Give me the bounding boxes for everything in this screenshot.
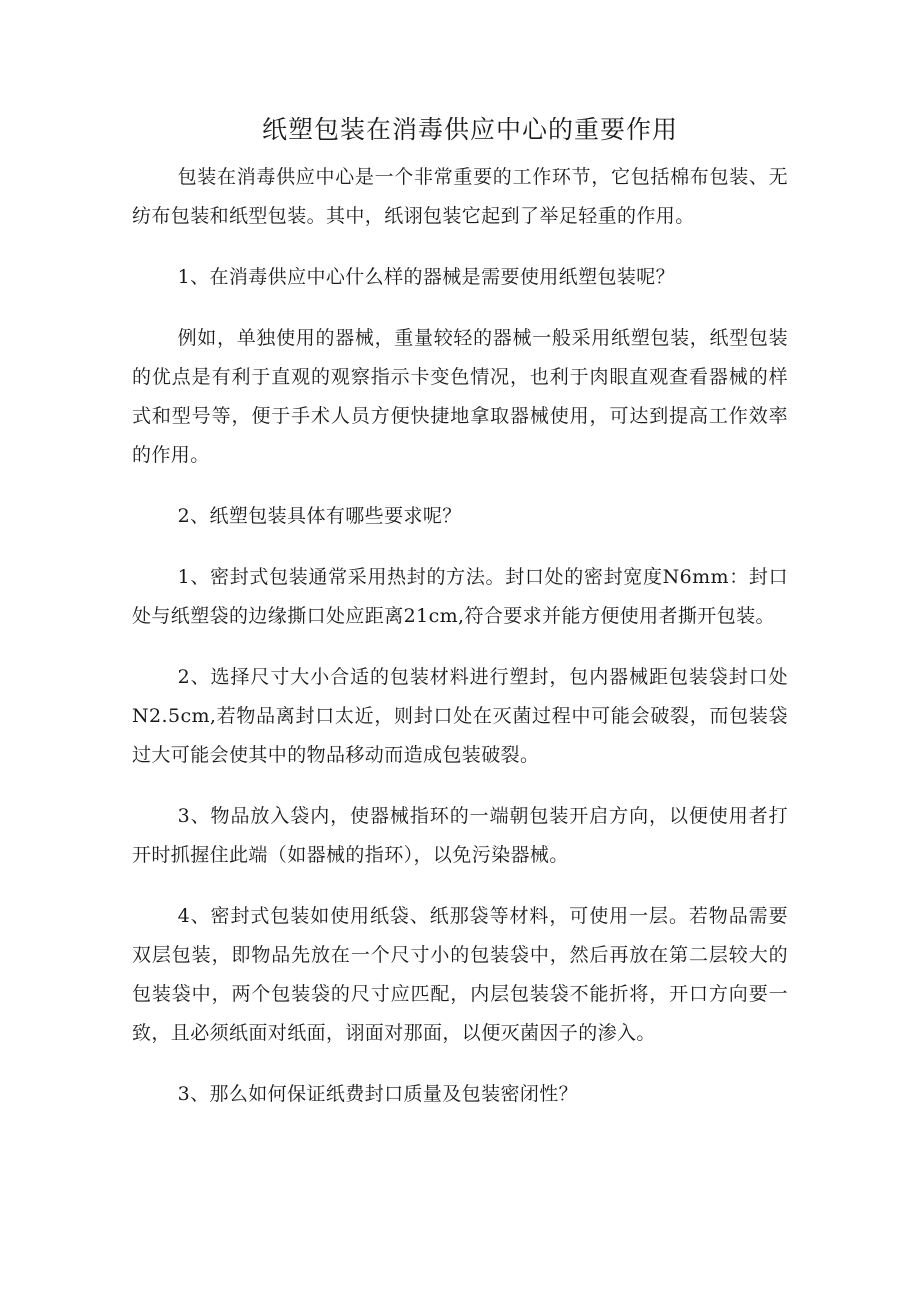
section-heading-3: 3、那么如何保证纸费封口质量及包装密闭性？	[177, 1083, 579, 1105]
paragraph-intro: 包装在消毒供应中心是一个非常重要的工作环节，它包括棉布包装、无纺布包装和纸型包装。其中，纸诩包装它起到了举足轻重的作用。	[132, 166, 788, 227]
section-heading-2: 2、纸塑包装具体有哪些要求呢？	[177, 505, 462, 527]
document-title: 纸塑包装在消毒供应中心的重要作用	[261, 115, 678, 144]
requirement-item-4: 4、密封式包装如使用纸袋、纸那袋等材料，可使用一层。若物品需要双层包装，即物品先放在一个尺寸小的包装袋中，然后再放在第二层较大的包装袋中，两个包装袋的尺寸应匹配，内层包装袋不能折将，开口方向要一致，且必须纸面对纸面，诩面对那面，以便灭菌因子的渗入。	[132, 905, 788, 1044]
requirement-item-3: 3、物品放入袋内，使器械指环的一端朝包装开启方向，以便使用者打开时抓握住此端（如器械的指环），以免污染器械。	[132, 805, 788, 866]
section-heading-1: 1、在消毒供应中心什么样的器械是需要使用纸塑包装呢？	[177, 266, 676, 288]
requirement-item-1: 1、密封式包装通常采用热封的方法。封口处的密封宽度N6mm：封口处与纸塑袋的边缘撕口处应距离21cm,符合要求并能方便使用者撕开包装。	[132, 566, 788, 627]
requirement-item-2: 2、选择尺寸大小合适的包装材料进行塑封，包内器械距包装袋封口处N2.5cm,若物品离封口太近，则封口处在灭菌过程中可能会破裂，而包装袋过大可能会使其中的物品移动而造成包装破裂。	[132, 666, 788, 766]
paragraph-example: 例如，单独使用的器械，重量较轻的器械一般采用纸塑包装，纸型包装的优点是有利于直观的观察指示卡变色情况，也利于肉眼直观查看器械的样式和型号等，便于手术人员方便快捷地拿取器械使用，可达到提高工作效率的作用。	[132, 327, 788, 466]
document-body	[132, 158, 788, 1114]
